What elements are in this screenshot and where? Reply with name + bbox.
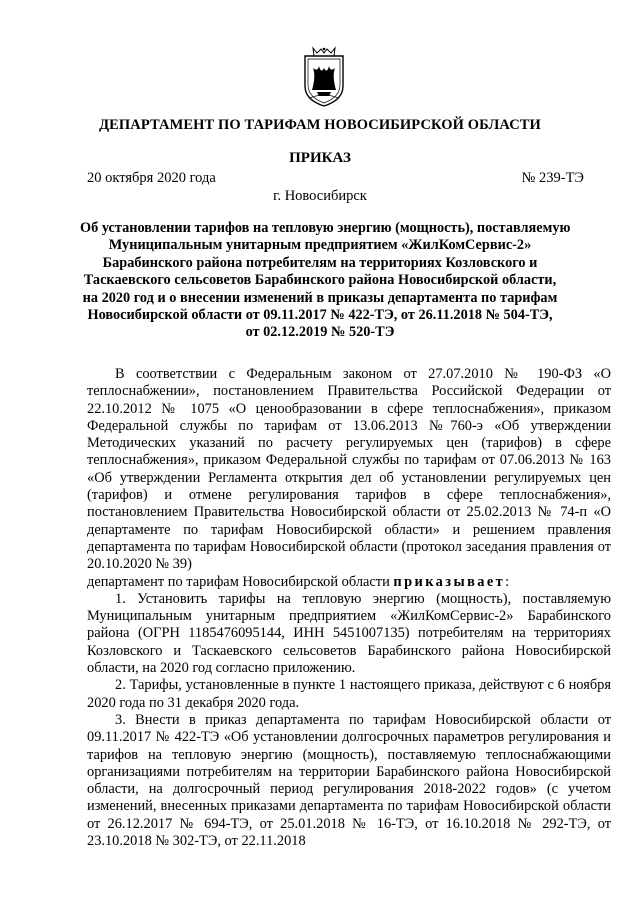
order-number: № 239-ТЭ	[521, 170, 584, 186]
document-type-title: ПРИКАЗ	[289, 150, 351, 166]
resolution-tail: :	[505, 573, 510, 590]
coat-of-arms-emblem	[301, 46, 347, 108]
order-subject	[80, 220, 571, 342]
department-title: ДЕПАРТАМЕНТ ПО ТАРИФАМ НОВОСИБИРСКОЙ ОБЛАСТИ	[99, 117, 541, 133]
subject-line: Муниципальным унитарным предприятием «ЖилКомСервис-2»	[108, 237, 532, 254]
subject-line: Таскаевского сельсоветов Барабинского района Новосибирской области,	[83, 272, 557, 289]
subject-line: Барабинского района потребителям на территориях Козловского и	[102, 254, 538, 271]
order-body	[87, 366, 611, 850]
item-paragraph-3: 3. Внести в приказ департамента по тарифам Новосибирской области от 09.11.2017 № 422-ТЭ «Об установлении долгосрочных параметров регулирования и тарифов на тепловую энергию (мощность), поставляемую теплоснабжающими организациями потребителям на территории Барабинского района Новосибирской области, на долгосрочный период регулирования 2018-2022 годов» (с учетом изменений, внесенных приказами департамента по тарифам Новосибирской области от 26.12.2017 № 694-ТЭ, от 25.01.2018 № 16-ТЭ, от 16.10.2018 № 292-ТЭ, от 23.10.2018 № 302-ТЭ, от 22.11.2018	[87, 711, 611, 850]
subject-line: от 02.12.2019 № 520-ТЭ	[245, 324, 395, 341]
preamble-paragraph: В соответствии с Федеральным законом от 27.07.2010 № 190-ФЗ «О теплоснабжении», постановлением Правительства Российской Федерации от 22.10.2012 № 1075 «О ценообразовании в сфере теплоснабжения», приказом Федеральной службы по тарифам от 13.06.2013 №760-э «Об утверждении Методических указаний по расчету регулируемых цен (тарифов) в сфере теплоснабжения», приказом Федеральной службы по тарифам от 07.06.2013 № 163 «Об утверждении Регламента открытия дел об установлении регулируемых цен (тарифов) и отмене регулирования тарифов в сфере теплоснабжения», постановлением Правительства Новосибирской области от 25.02.2013 № 74-п «О департаменте по тарифам Новосибирской области» и решением правления департамента по тарифам Новосибирской области (протокол заседания правления от 20.10.2020 № 39)	[87, 366, 611, 573]
resolution-lead: департамент по тарифам Новосибирской области	[87, 573, 390, 590]
resolution-word: приказывает	[393, 573, 506, 590]
subject-line: на 2020 год и о внесении изменений в приказы департамента по тарифам	[82, 289, 558, 306]
item-paragraph-2: 2. Тарифы, установленные в пункте 1 настоящего приказа, действуют с 6 ноября 2020 года по 31 декабря 2020 года.	[87, 677, 611, 711]
order-date: 20 октября 2020 года	[87, 170, 216, 186]
resolution-line	[87, 574, 611, 591]
item-paragraph-1: 1. Установить тарифы на тепловую энергию (мощность), поставляемую Муниципальным унитарным предприятием «ЖилКомСервис-2» Барабинского района (ОГРН 1185476095144, ИНН 5451007135) потребителям на территориях Козловского и Таскаевского сельсоветов Барабинского района Новосибирской области, на 2020 год согласно приложению.	[87, 590, 611, 677]
subject-line: Новосибирской области от 09.11.2017 № 422-ТЭ, от 26.11.2018 № 504-ТЭ,	[87, 307, 553, 324]
subject-line: Об установлении тарифов на тепловую энергию (мощность), поставляемую	[80, 220, 571, 236]
order-city: г. Новосибирск	[273, 188, 367, 204]
